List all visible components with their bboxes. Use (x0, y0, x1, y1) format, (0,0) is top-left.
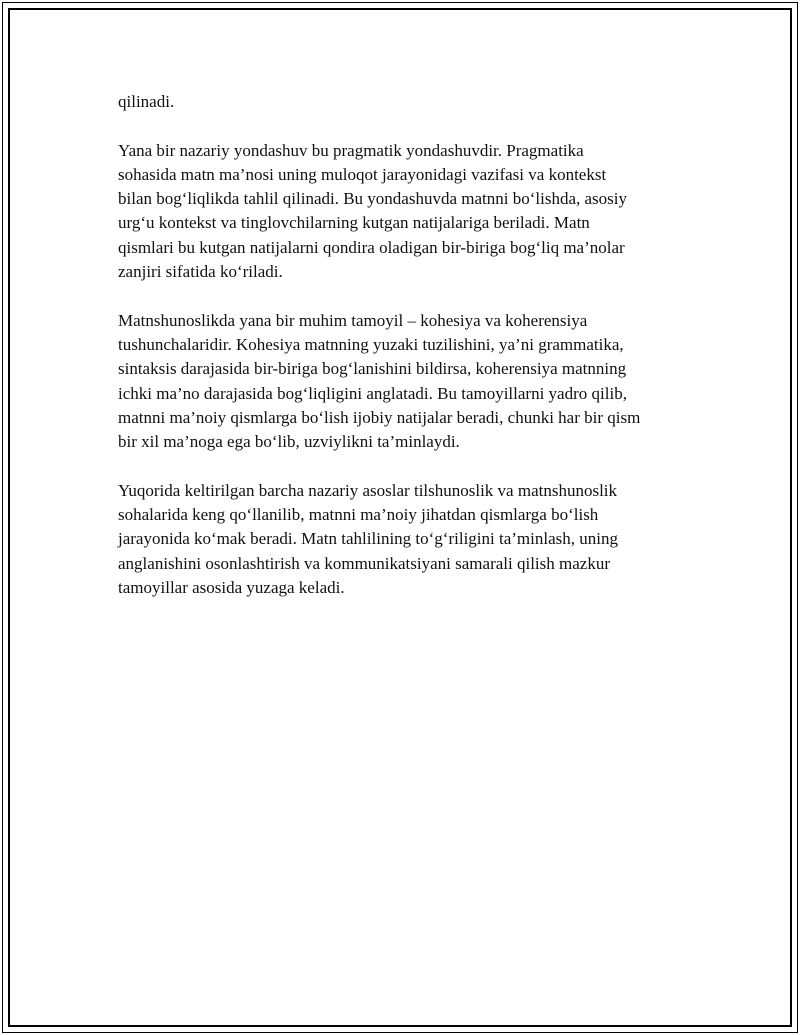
paragraph: qilinadi. (118, 92, 175, 111)
document-body (118, 90, 693, 625)
paragraph: Yana bir nazariy yondashuv bu pragmatik yondashuvdir. Pragmatika sohasida matn ma’nosi uning muloqot jarayonidagi vazifasi va kontekst bilan bog‘liqlikda tahlil qilinadi. Bu yondashuvda matnni bo‘lishda, asosiy urg‘u kontekst va tinglovchilarning kutgan natijalariga beriladi. Matn qismlari bu kutgan natijalarni qondira oladigan bir-biriga bog‘liq ma’nolar zanjiri sifatida ko‘riladi. (118, 140, 627, 282)
paragraph: Yuqorida keltirilgan barcha nazariy asoslar tilshunoslik va matnshunoslik sohalarida keng qo‘llanilib, matnni ma’noiy jihatdan qismlarga bo‘lish jarayonida ko‘mak beradi. Matn tahlilining to‘g‘riligini ta’minlash, uning anglanishini osonlashtirish va kommunikatsiyani samarali qilish mazkur tamoyillar asosida yuzaga keladi. (118, 480, 618, 597)
paragraph: Matnshunoslikda yana bir muhim tamoyil – kohesiya va koherensiya tushunchalaridir. Kohesiya matnning yuzaki tuzilishini, ya’ni grammatika, sintaksis darajasida bir-biriga bog‘lanishini bildirsa, koherensiya matnning ichki ma’no darajasida bog‘liqligini anglatadi. Bu tamoyillarni yadro qilib, matnni ma’noiy qismlarga bo‘lish ijobiy natijalar beradi, chunki har bir qism bir xil ma’noga ega bo‘lib, uzviylikni ta’minlaydi. (118, 310, 641, 452)
